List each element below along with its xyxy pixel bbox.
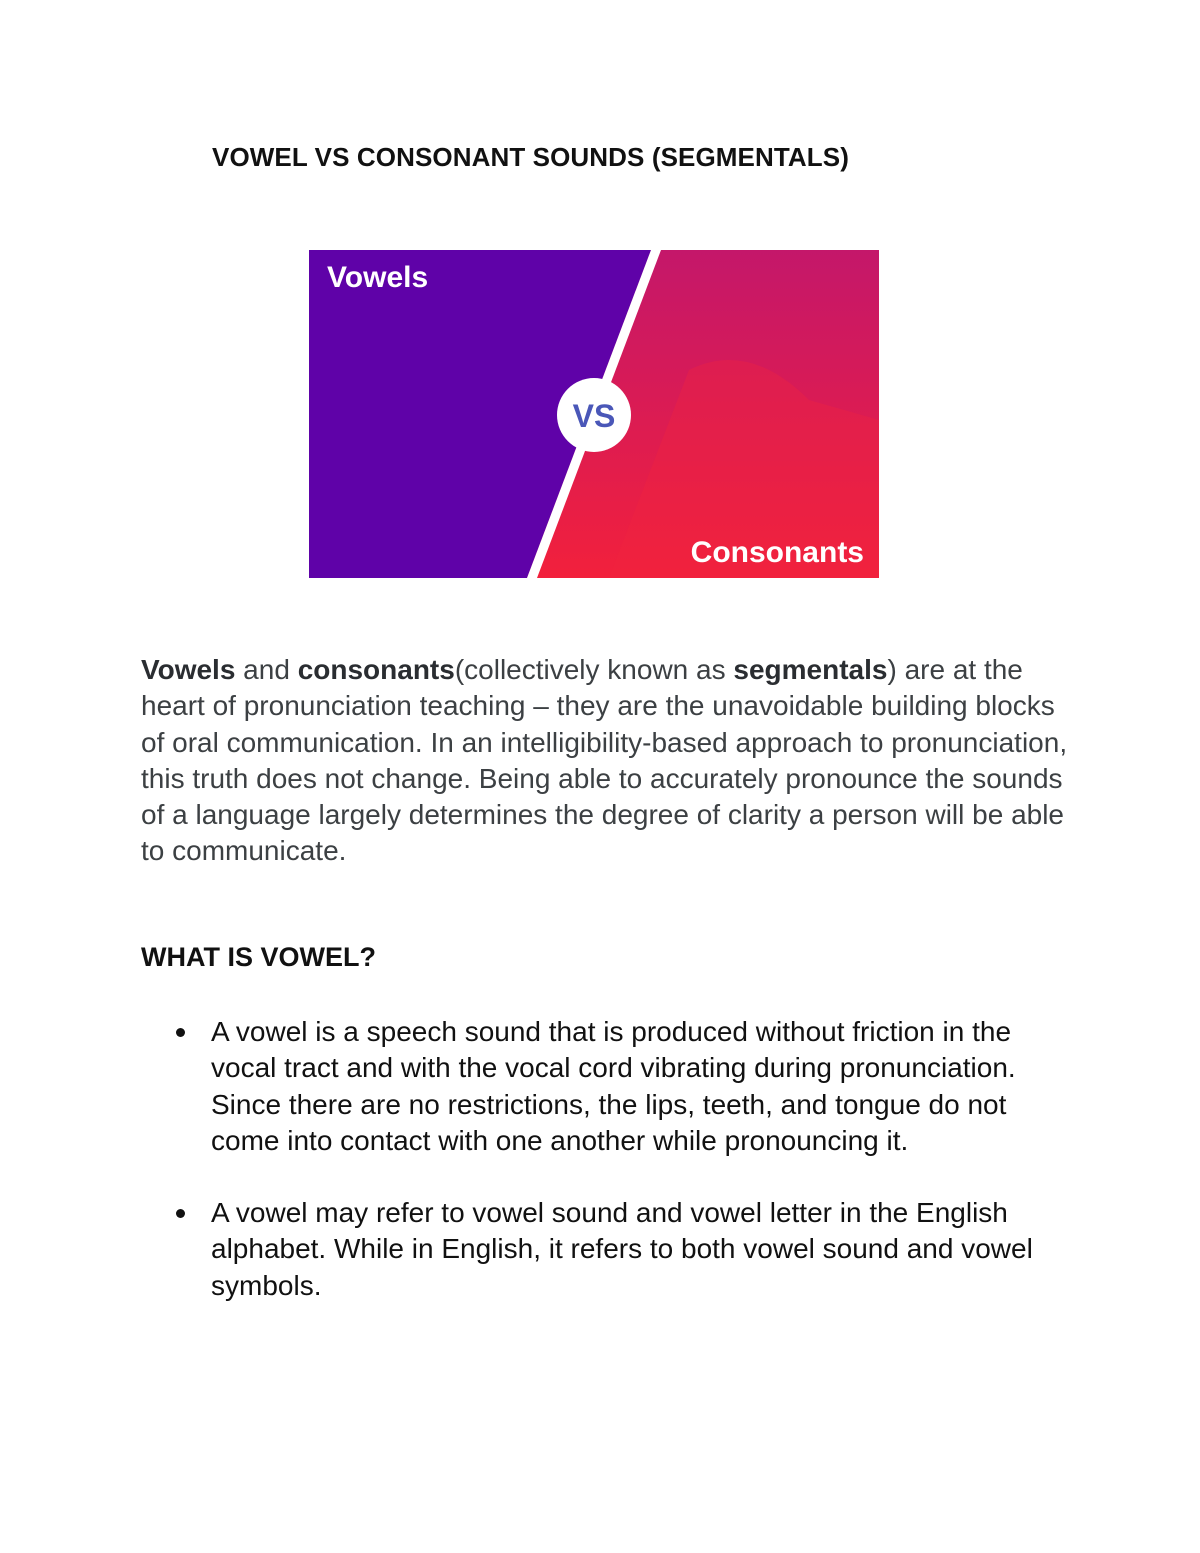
list-item-text: A vowel is a speech sound that is produced without friction in the vocal tract and with the vocal cord vibrating during pronunciation. Since there are no restrictions, the lips, teeth, and tongue do not come into contact with one another while pronouncing it. bbox=[211, 1016, 1016, 1156]
vowels-vs-consonants-banner bbox=[309, 250, 879, 578]
intro-text-collectively: (collectively known as bbox=[454, 654, 734, 685]
banner-graphic bbox=[309, 250, 879, 578]
list-item bbox=[170, 1195, 1070, 1304]
list-item-text: A vowel may refer to vowel sound and vowel letter in the English alphabet. While in English, it refers to both vowel sound and vowel symbols. bbox=[211, 1197, 1033, 1301]
bullet-icon bbox=[176, 1028, 185, 1037]
term-segmentals: segmentals bbox=[733, 654, 888, 685]
intro-text-rest: ) are at the heart of pronunciation teaching – they are the unavoidable building blocks of oral communication. In an intelligibility-based approach to pronunciation, this truth does not change. Being able to accurately pronounce the sounds of a language largely determines the degree of clarity a person will be able to communicate. bbox=[141, 654, 1068, 867]
vowel-definition-list bbox=[170, 1014, 1070, 1304]
vowels-label: Vowels bbox=[327, 261, 429, 294]
section-heading-what-is-vowel: WHAT IS VOWEL? bbox=[141, 942, 376, 972]
page-title: VOWEL VS CONSONANT SOUNDS (SEGMENTALS) bbox=[212, 142, 849, 172]
term-consonants: consonants bbox=[297, 654, 455, 685]
consonants-label: Consonants bbox=[690, 536, 864, 569]
list-item bbox=[170, 1014, 1070, 1159]
intro-text-and: and bbox=[235, 654, 298, 685]
bullet-icon bbox=[176, 1209, 185, 1218]
intro-paragraph bbox=[141, 652, 1071, 870]
term-vowels: Vowels bbox=[141, 654, 236, 685]
vs-label: VS bbox=[572, 398, 616, 434]
